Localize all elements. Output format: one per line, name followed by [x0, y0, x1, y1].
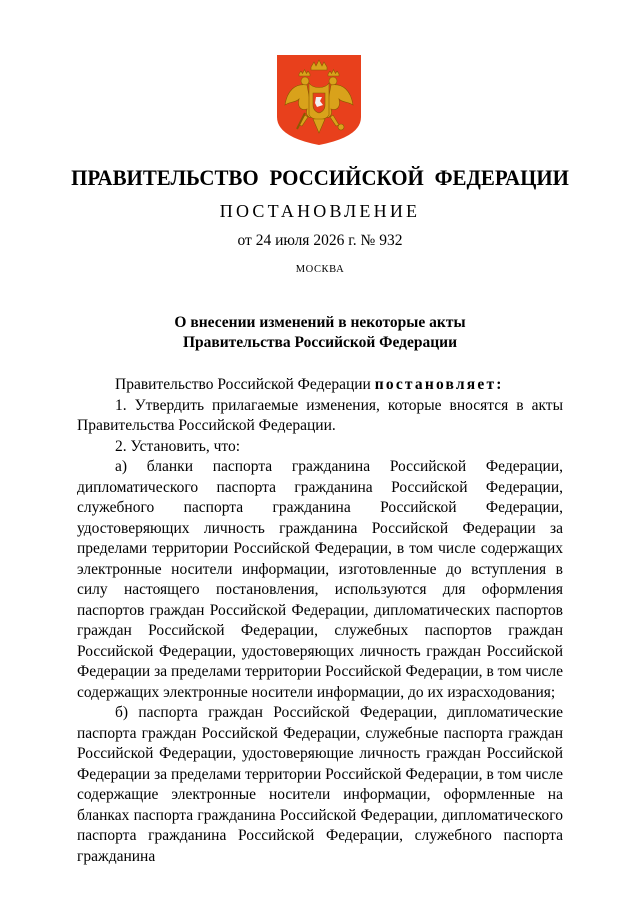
- paragraph-2b: б) паспорта граждан Российской Федерации, дипломатические паспорта граждан Российской Федерации, служебные паспорта граждан Российской Федерации, удостоверяющие личность граждан Российской Федерации за пределами территории Российской Федерации, в том числе содержащие электронные носители информации, оформленные на бланках паспорта гражданина Российской Федерации, дипломатического паспорта гражданина Российской Федерации, служебного паспорта гражданина: [77, 704, 563, 865]
- subject-line-1: О внесении изменений в некоторые акты: [174, 314, 466, 331]
- government-title: ПРАВИТЕЛЬСТВО РОССИЙСКОЙ ФЕДЕРАЦИИ: [71, 165, 569, 190]
- document-city: МОСКВА: [295, 264, 345, 275]
- preamble-paragraph: [77, 375, 563, 396]
- decree-word: постановляет:: [374, 376, 504, 393]
- preamble-text: Правительство Российской Федерации: [115, 376, 371, 393]
- paragraph-2a: а) бланки паспорта гражданина Российской Федерации, дипломатического паспорта гражданина Российской Федерации, служебного паспорта гражданина Российской Федерации, удостоверяющих личность гражданина Российской Федерации за пределами территории Российской Федерации, в том числе содержащих электронные носители информации, изготовленные до вступления в силу настоящего постановления, используются для оформления паспортов граждан Российской Федерации, дипломатических паспортов граждан Российской Федерации, служебных паспортов граждан Российской Федерации, удостоверяющих личность граждан Российской Федерации за пределами территории Российской Федерации, в том числе содержащих электронные носители информации, до их израсходования;: [77, 458, 563, 701]
- document-body: [77, 375, 563, 867]
- paragraph-2: 2. Установить, что:: [115, 437, 241, 455]
- document-date-number: от 24 июля 2026 г. № 932: [237, 232, 403, 249]
- subject-line-2: Правительства Российской Федерации: [182, 334, 458, 351]
- document-subject: [0, 313, 640, 353]
- paragraph-1: 1. Утвердить прилагаемые изменения, которые вносятся в акты Правительства Российской Федерации.: [77, 396, 563, 434]
- coat-of-arms-icon: [277, 55, 361, 145]
- document-type: ПОСТАНОВЛЕНИЕ: [219, 201, 421, 221]
